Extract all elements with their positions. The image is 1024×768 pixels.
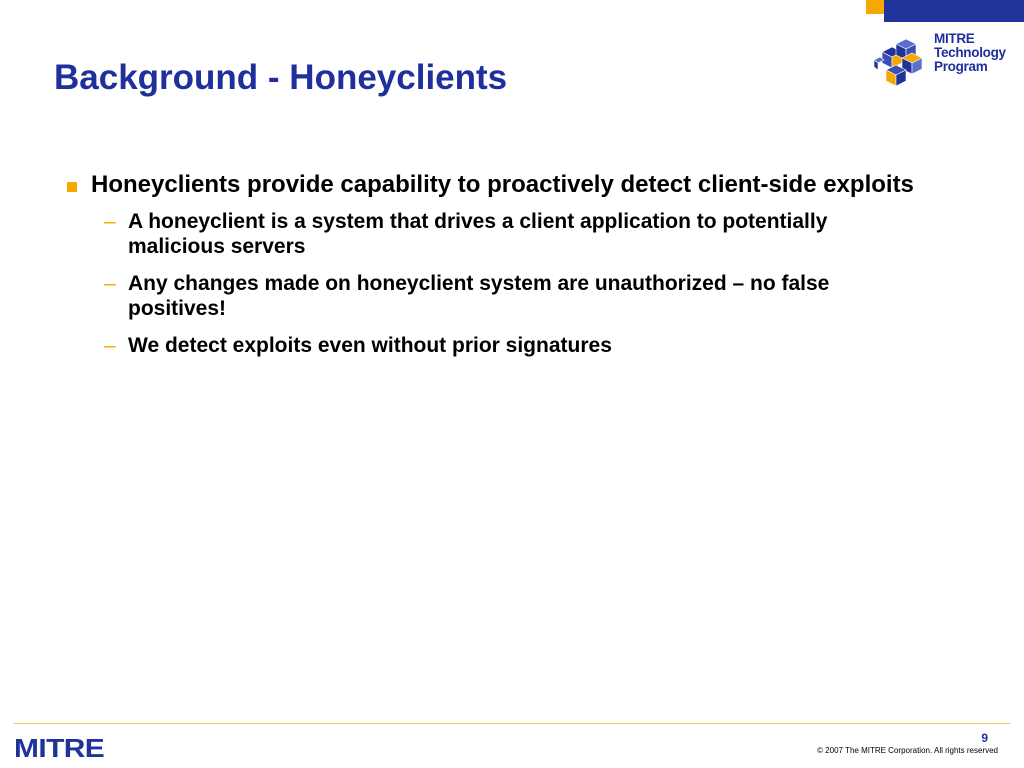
orange-square-bullet-icon bbox=[67, 182, 77, 192]
slide-title: Background - Honeyclients bbox=[54, 58, 508, 97]
sub-bullet-text: We detect exploits even without prior signatures bbox=[128, 334, 612, 357]
dash-bullet-icon: – bbox=[104, 210, 116, 233]
sub-bullet-item bbox=[104, 333, 928, 358]
copyright-notice: © 2007 The MITRE Corporation. All rights reserved bbox=[817, 746, 998, 755]
footer-divider bbox=[14, 723, 1010, 724]
program-logo-text bbox=[934, 32, 1006, 74]
dash-bullet-icon: – bbox=[104, 272, 116, 295]
bullet-text: Honeyclients provide capability to proactively detect client-side exploits bbox=[91, 171, 914, 198]
header-accent-bar bbox=[884, 0, 1024, 22]
cube-logo-icon bbox=[872, 30, 934, 92]
sub-bullet-item bbox=[104, 271, 928, 321]
program-logo-line: Technology bbox=[934, 45, 1006, 60]
program-logo-line: Program bbox=[934, 59, 988, 74]
dash-bullet-icon: – bbox=[104, 334, 116, 357]
sub-bullet-text: Any changes made on honeyclient system are unauthorized – no false positives! bbox=[128, 272, 830, 320]
mitre-technology-program-logo bbox=[872, 30, 1022, 92]
sub-bullet-list bbox=[64, 209, 964, 358]
sub-bullet-item bbox=[104, 209, 928, 259]
header-accent-orange bbox=[866, 0, 884, 14]
slide-body bbox=[64, 171, 964, 370]
program-logo-line: MITRE bbox=[934, 31, 975, 46]
bullet-item bbox=[64, 171, 964, 199]
mitre-footer-logo: MITRE bbox=[14, 733, 105, 763]
sub-bullet-text: A honeyclient is a system that drives a client application to potentially malicious servers bbox=[128, 210, 828, 258]
page-number: 9 bbox=[981, 731, 988, 745]
